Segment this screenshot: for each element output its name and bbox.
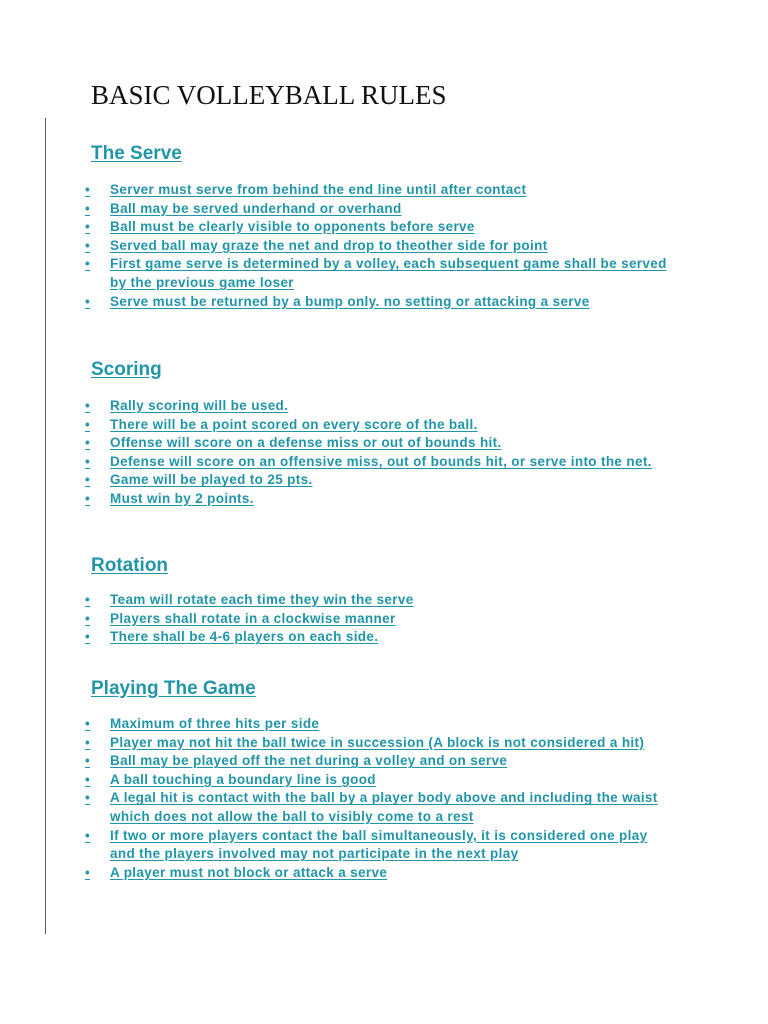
rule-text: A ball touching a boundary line is good: [110, 771, 376, 787]
margin-line: [45, 118, 46, 934]
rule-text: First game serve is determined by a volley, each subsequent game shall be served by the previous game loser: [110, 256, 667, 290]
section-heading: Scoring: [91, 359, 162, 380]
rule-text: Rally scoring will be used.: [110, 398, 289, 413]
section-heading: Rotation: [91, 555, 169, 576]
rule-text: Players shall rotate in a clockwise manner: [110, 610, 396, 626]
rule-list: [85, 397, 691, 509]
list-item: [85, 591, 670, 610]
bullet-icon: •: [85, 610, 91, 626]
list-item: [85, 752, 670, 771]
bullet-icon: •: [85, 592, 91, 607]
section-the-serve: [85, 142, 691, 311]
list-item: [85, 416, 670, 435]
list-item: [85, 434, 670, 453]
rule-text: Served ball may graze the net and drop to theother side for point: [110, 237, 548, 253]
bullet-icon: •: [85, 219, 91, 235]
bullet-icon: •: [85, 629, 91, 645]
list-item: [85, 490, 670, 509]
bullet-icon: •: [85, 416, 91, 432]
list-item: [85, 610, 670, 629]
rule-text: Server must serve from behind the end line until after contact: [110, 182, 527, 197]
section-playing-the-game: [85, 677, 691, 882]
bullet-icon: •: [85, 398, 91, 413]
list-item: [85, 218, 670, 237]
rule-text: Ball may be served underhand or overhand: [110, 200, 402, 216]
bullet-icon: •: [85, 435, 91, 451]
rule-text: Team will rotate each time they win the serve: [110, 592, 414, 607]
section-heading: Playing The Game: [91, 678, 256, 699]
rule-text: Serve must be returned by a bump only. no setting or attacking a serve: [110, 293, 590, 309]
list-item: [85, 864, 670, 883]
section-rotation: [85, 554, 691, 647]
list-item: [85, 200, 670, 219]
list-item: [85, 789, 670, 826]
list-item: [85, 453, 670, 472]
list-item: [85, 397, 670, 416]
list-item: [85, 255, 670, 292]
rule-list: [85, 715, 691, 882]
section-scoring: [85, 358, 691, 509]
list-item: [85, 734, 670, 753]
list-item: [85, 181, 670, 200]
bullet-icon: •: [85, 753, 91, 769]
rule-text: Must win by 2 points.: [110, 490, 254, 506]
rule-text: Defense will score on an offensive miss, out of bounds hit, or serve into the net.: [110, 453, 652, 469]
rule-text: Player may not hit the ball twice in succession (A block is not considered a hit): [110, 734, 645, 750]
rule-text: A legal hit is contact with the ball by a player body above and including the waist which does not allow the ball to visibly come to a rest: [110, 790, 658, 824]
bullet-icon: •: [85, 771, 91, 787]
bullet-icon: •: [85, 293, 91, 309]
list-item: [85, 471, 670, 490]
bullet-icon: •: [85, 453, 91, 469]
list-item: [85, 715, 670, 734]
bullet-icon: •: [85, 734, 91, 750]
rule-list: [85, 181, 691, 311]
document-title: BASIC VOLLEYBALL RULES: [91, 80, 447, 110]
rule-text: If two or more players contact the ball simultaneously, it is considered one play and the players involved may not participate in the next play: [110, 827, 648, 862]
rule-text: Offense will score on a defense miss or out of bounds hit.: [110, 435, 502, 451]
list-item: [85, 237, 670, 256]
rule-text: Game will be played to 25 pts.: [110, 472, 313, 488]
list-item: [85, 293, 670, 312]
bullet-icon: •: [85, 790, 91, 806]
bullet-icon: •: [85, 182, 91, 197]
list-item: [85, 628, 670, 647]
bullet-icon: •: [85, 472, 91, 488]
rule-text: Ball may be played off the net during a volley and on serve: [110, 753, 508, 769]
bullet-icon: •: [85, 490, 91, 506]
bullet-icon: •: [85, 827, 91, 843]
bullet-icon: •: [85, 256, 91, 272]
rule-text: There will be a point scored on every score of the ball.: [110, 416, 478, 432]
rule-text: Maximum of three hits per side: [110, 716, 320, 731]
rule-text: A player must not block or attack a serve: [110, 864, 388, 880]
section-heading: The Serve: [91, 143, 182, 164]
bullet-icon: •: [85, 200, 91, 216]
bullet-icon: •: [85, 864, 91, 880]
bullet-icon: •: [85, 237, 91, 253]
bullet-icon: •: [85, 716, 91, 731]
rule-text: There shall be 4-6 players on each side.: [110, 629, 379, 645]
rule-text: Ball must be clearly visible to opponents before serve: [110, 219, 475, 235]
list-item: [85, 771, 670, 790]
rule-list: [85, 591, 691, 647]
list-item: [85, 827, 670, 864]
